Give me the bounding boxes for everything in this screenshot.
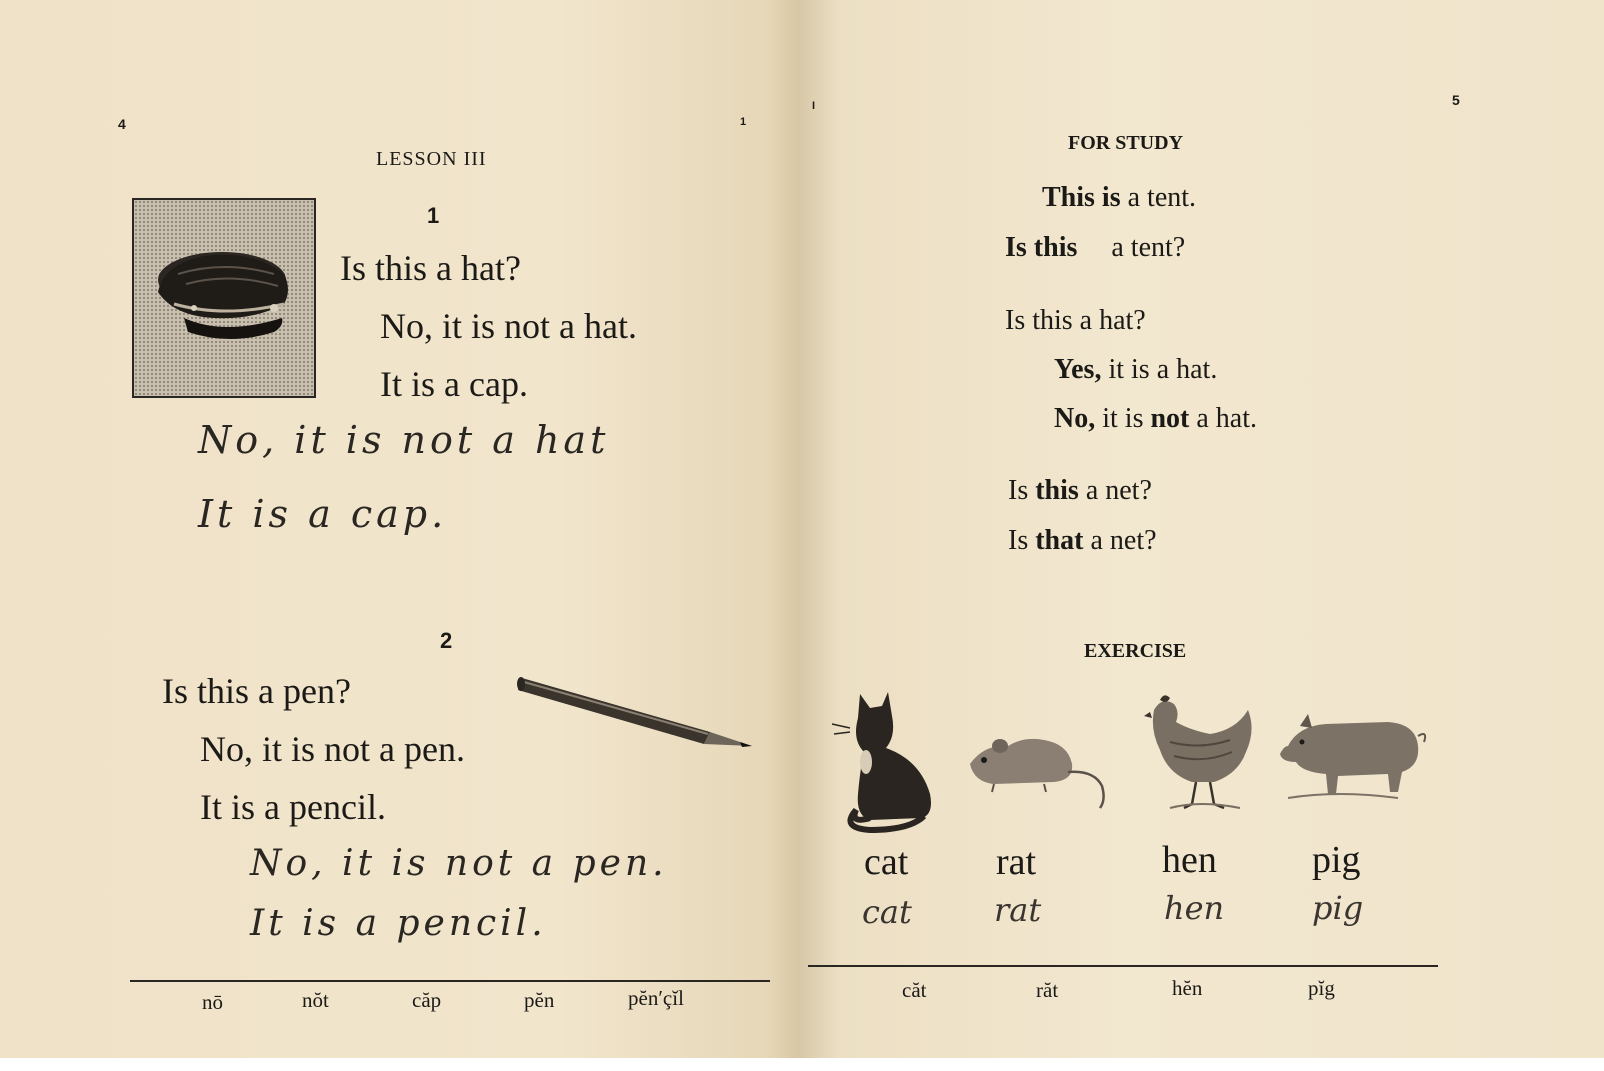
- pron-pig: pĭg: [1308, 976, 1335, 1000]
- lesson-title: LESSON III: [376, 148, 487, 170]
- divider-rule: [130, 980, 770, 982]
- for-study-title: FOR STUDY: [1068, 132, 1184, 154]
- rat-illustration: [964, 730, 1124, 820]
- scan-margin: [0, 1058, 1604, 1071]
- line-not-pen: No, it is not a pen.: [200, 729, 465, 769]
- script-not-hat: No, it is not a hat: [198, 418, 610, 462]
- section-number-1: 1: [427, 203, 440, 228]
- script-is-cap: It is a cap.: [198, 492, 448, 536]
- divider-rule: [808, 965, 1438, 967]
- study-line-5: No, it is not a hat.: [1054, 403, 1258, 434]
- script-pig: pig: [1312, 889, 1364, 927]
- study-line-6: Is this a net?: [1008, 475, 1152, 506]
- pron-cat: căt: [902, 978, 927, 1002]
- pron-pen: pĕn: [524, 988, 555, 1012]
- pron-cap: căp: [412, 988, 442, 1012]
- pron-rat: răt: [1036, 978, 1059, 1002]
- word-hen: hen: [1162, 839, 1217, 881]
- study-line-1: This is a tent.: [1042, 182, 1197, 213]
- word-rat: rat: [996, 841, 1037, 883]
- pencil-illustration: [518, 672, 758, 762]
- right-page: [800, 0, 1604, 1071]
- cap-picture: [132, 198, 316, 398]
- script-hen: hen: [1164, 889, 1225, 927]
- study-line-4: Yes, it is a hat.: [1054, 354, 1218, 385]
- pron-hen: hĕn: [1172, 976, 1203, 1000]
- line-is-cap: It is a cap.: [380, 364, 528, 404]
- pron-not: nŏt: [302, 988, 329, 1012]
- page-number: 4: [118, 116, 126, 132]
- word-pig: pig: [1312, 839, 1361, 881]
- line-is-pencil: It is a pencil.: [200, 787, 386, 827]
- pron-no: nō: [202, 990, 223, 1014]
- cat-illustration: [830, 690, 950, 840]
- page-number: 5: [1452, 92, 1460, 108]
- script-rat: rat: [994, 891, 1042, 929]
- study-line-2: Is this a tent?: [1005, 232, 1186, 263]
- line-question-hat: Is this a hat?: [340, 248, 521, 288]
- exercise-title: EXERCISE: [1084, 640, 1187, 662]
- script-not-pen: No, it is not a pen.: [250, 843, 668, 884]
- left-page: [0, 0, 801, 1071]
- pig-illustration: [1278, 706, 1428, 816]
- line-question-pen: Is this a pen?: [162, 671, 351, 711]
- study-line-3: Is this a hat?: [1005, 305, 1146, 336]
- corner-mark: I: [812, 100, 816, 112]
- corner-mark: 1: [740, 116, 747, 128]
- line-not-hat: No, it is not a hat.: [380, 306, 637, 346]
- script-cat: cat: [862, 893, 912, 931]
- cap-illustration: [134, 200, 314, 396]
- script-is-pencil: It is a pencil.: [250, 903, 547, 944]
- word-cat: cat: [864, 841, 909, 883]
- study-line-7: Is that a net?: [1008, 525, 1157, 556]
- pron-pencil: pĕn′çĭl: [628, 986, 684, 1010]
- section-number-2: 2: [440, 628, 453, 653]
- hen-illustration: [1140, 690, 1270, 820]
